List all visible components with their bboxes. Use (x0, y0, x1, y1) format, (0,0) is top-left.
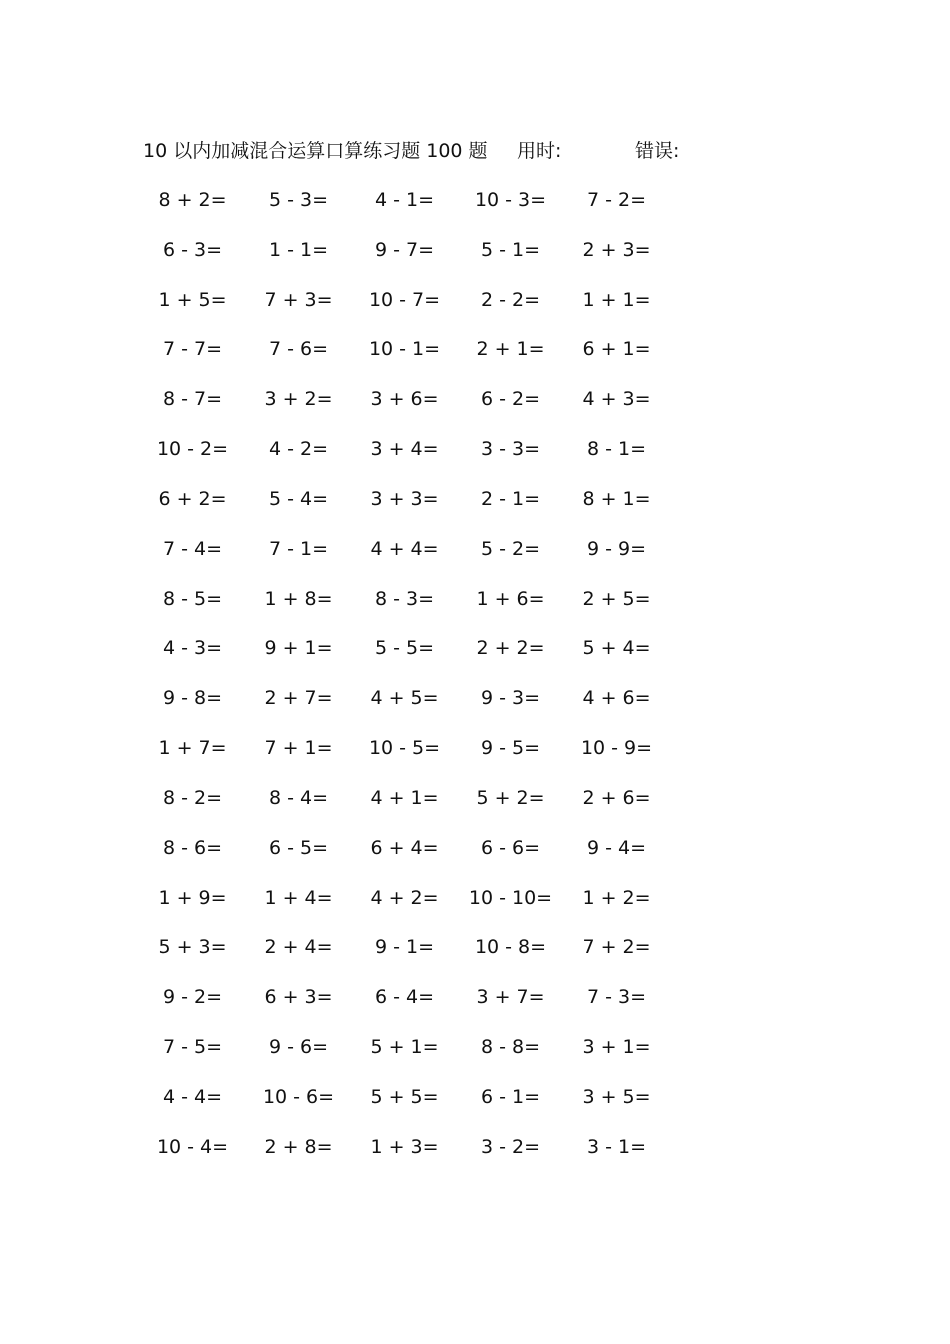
problem-item: 5 - 4= (268, 487, 329, 510)
problem-item: 1 + 3= (370, 1135, 439, 1158)
problem-row (140, 733, 680, 783)
problem-item: 10 - 8= (474, 936, 547, 959)
problem-item: 6 - 2= (480, 388, 541, 411)
problem-row (140, 1032, 680, 1082)
problem-row (140, 1082, 680, 1132)
problem-item: 3 + 1= (582, 1036, 651, 1059)
problem-item: 5 - 2= (480, 537, 541, 560)
problem-item: 1 + 1= (582, 288, 651, 311)
problem-item: 4 - 4= (162, 1085, 223, 1108)
problem-item: 8 - 5= (162, 587, 223, 610)
problem-item: 8 - 8= (480, 1036, 541, 1059)
problem-item: 2 + 5= (582, 587, 651, 610)
problem-item: 5 - 1= (480, 238, 541, 261)
problem-row (140, 833, 680, 883)
problem-item: 7 - 1= (268, 537, 329, 560)
problem-item: 2 + 7= (264, 687, 333, 710)
problem-row (140, 633, 680, 683)
problem-item: 10 - 9= (580, 737, 653, 760)
problem-item: 1 - 1= (268, 238, 329, 261)
problem-item: 7 - 6= (268, 338, 329, 361)
problem-item: 8 - 3= (374, 587, 435, 610)
problem-item: 4 + 2= (370, 886, 439, 909)
problem-item: 9 - 1= (374, 936, 435, 959)
problem-item: 3 + 3= (370, 487, 439, 510)
problem-row (140, 982, 680, 1032)
problem-grid (140, 185, 680, 1182)
problem-item: 10 - 3= (474, 189, 547, 211)
problem-item: 9 - 5= (480, 737, 541, 760)
problem-item: 4 + 5= (370, 687, 439, 710)
problem-item: 3 + 4= (370, 438, 439, 461)
problem-item: 2 + 3= (582, 238, 651, 261)
problem-item: 1 + 4= (264, 886, 333, 909)
problem-item: 3 + 2= (264, 388, 333, 411)
problem-item: 4 - 2= (268, 438, 329, 461)
problem-item: 8 - 7= (162, 388, 223, 411)
problem-item: 1 + 2= (582, 886, 651, 909)
problem-item: 5 + 2= (476, 786, 545, 809)
problem-item: 1 + 7= (158, 737, 227, 760)
problem-item: 2 + 4= (264, 936, 333, 959)
problem-item: 1 + 6= (476, 587, 545, 610)
problem-item: 4 + 3= (582, 388, 651, 411)
problem-item: 7 + 1= (264, 737, 333, 760)
problem-row (140, 285, 680, 335)
problem-item: 8 + 1= (582, 487, 651, 510)
problem-item: 10 - 1= (368, 338, 441, 361)
problem-row (140, 235, 680, 285)
problem-item: 10 - 10= (468, 886, 553, 909)
problem-item: 9 - 7= (374, 238, 435, 261)
time-used-label: 用时: (517, 140, 562, 162)
problem-item: 3 - 1= (586, 1135, 647, 1158)
problem-item: 8 - 4= (268, 786, 329, 809)
problem-item: 4 + 6= (582, 687, 651, 710)
problem-item: 9 - 2= (162, 986, 223, 1009)
problem-item: 5 + 5= (370, 1085, 439, 1108)
problem-item: 5 - 5= (374, 637, 435, 660)
problem-item: 10 - 4= (156, 1135, 229, 1158)
problem-item: 3 - 3= (480, 438, 541, 461)
problem-row (140, 584, 680, 634)
problem-item: 10 - 7= (368, 288, 441, 311)
problem-row (140, 434, 680, 484)
problem-item: 6 - 4= (374, 986, 435, 1009)
problem-item: 10 - 5= (368, 737, 441, 760)
problem-row (140, 883, 680, 933)
problem-item: 9 - 4= (586, 836, 647, 859)
problem-item: 7 + 3= (264, 288, 333, 311)
problem-item: 6 + 4= (370, 836, 439, 859)
problem-item: 9 + 1= (264, 637, 333, 660)
problem-item: 8 - 1= (586, 438, 647, 461)
problem-item: 3 - 2= (480, 1135, 541, 1158)
problem-item: 2 - 1= (480, 487, 541, 510)
problem-item: 10 - 6= (262, 1085, 335, 1108)
problem-item: 6 - 6= (480, 836, 541, 859)
problem-item: 6 + 1= (582, 338, 651, 361)
problem-item: 2 + 6= (582, 786, 651, 809)
problem-item: 8 - 2= (162, 786, 223, 809)
problem-row (140, 534, 680, 584)
problem-item: 2 + 2= (476, 637, 545, 660)
problem-item: 3 + 7= (476, 986, 545, 1009)
problem-item: 8 - 6= (162, 836, 223, 859)
problem-item: 9 - 9= (586, 537, 647, 560)
problem-item: 4 + 4= (370, 537, 439, 560)
problem-item: 5 - 3= (268, 189, 329, 211)
problem-item: 9 - 6= (268, 1036, 329, 1059)
problem-row (140, 932, 680, 982)
problem-item: 3 + 6= (370, 388, 439, 411)
problem-item: 10 - 2= (156, 438, 229, 461)
problem-item: 9 - 3= (480, 687, 541, 710)
problem-row (140, 384, 680, 434)
problem-item: 2 - 2= (480, 288, 541, 311)
problem-item: 6 + 2= (158, 487, 227, 510)
problem-item: 1 + 9= (158, 886, 227, 909)
problem-item: 4 + 1= (370, 786, 439, 809)
problem-item: 3 + 5= (582, 1085, 651, 1108)
problem-item: 5 + 1= (370, 1036, 439, 1059)
worksheet-title: 10 以内加减混合运算口算练习题 100 题 (143, 140, 488, 162)
problem-item: 8 + 2= (158, 189, 227, 211)
problem-item: 5 + 4= (582, 637, 651, 660)
problem-item: 7 - 4= (162, 537, 223, 560)
problem-item: 7 - 2= (586, 189, 647, 211)
problem-item: 6 + 3= (264, 986, 333, 1009)
problem-item: 2 + 8= (264, 1135, 333, 1158)
problem-item: 6 - 3= (162, 238, 223, 261)
problem-item: 4 - 1= (374, 189, 435, 211)
problem-item: 6 - 1= (480, 1085, 541, 1108)
problem-row (140, 783, 680, 833)
problem-item: 1 + 5= (158, 288, 227, 311)
problem-item: 2 + 1= (476, 338, 545, 361)
problem-row (140, 334, 680, 384)
problem-row (140, 185, 680, 235)
problem-item: 1 + 8= (264, 587, 333, 610)
problem-item: 7 - 5= (162, 1036, 223, 1059)
problem-item: 5 + 3= (158, 936, 227, 959)
problem-item: 7 - 3= (586, 986, 647, 1009)
problem-item: 4 - 3= (162, 637, 223, 660)
problem-row (140, 484, 680, 534)
errors-label: 错误: (635, 140, 680, 162)
problem-row (140, 1132, 680, 1182)
problem-row (140, 683, 680, 733)
problem-item: 6 - 5= (268, 836, 329, 859)
problem-item: 9 - 8= (162, 687, 223, 710)
problem-item: 7 + 2= (582, 936, 651, 959)
problem-item: 7 - 7= (162, 338, 223, 361)
